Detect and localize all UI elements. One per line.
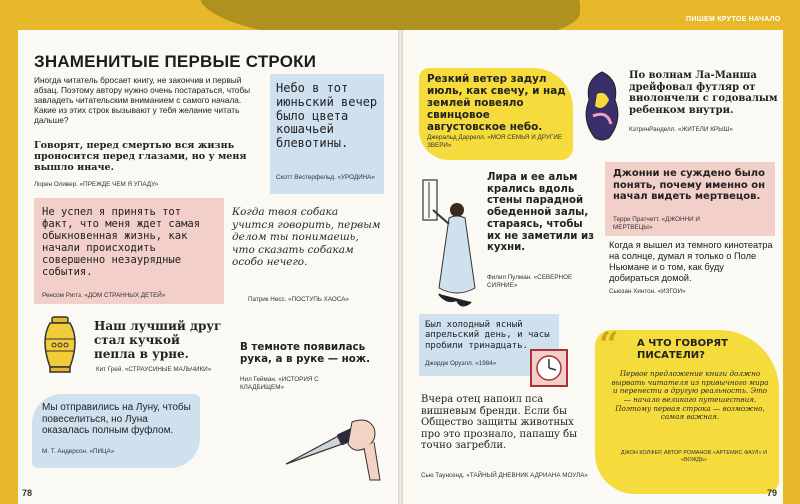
right-quote-7: Вчера отец напоил пса вишневым бренди. Если бы Общество защиты животных про это прознало, папашу бы точно загребли. xyxy=(421,394,578,451)
right-quote-5-source: Сьюзан Хинтон. «ИЗГОИ» xyxy=(609,288,686,295)
quote-5-source: Кит Грей. «СТРАУСИНЫЕ МАЛЬЧИКИ» xyxy=(96,366,212,373)
right-page-number: 79 xyxy=(766,488,777,498)
quote-6: В темноте появилась рука, а в руке — нож. xyxy=(240,341,371,365)
right-quote-6-source: Джордж Оруэлл. «1984» xyxy=(425,360,497,367)
clock-icon xyxy=(529,348,569,388)
right-quote-5: Когда я вышел из темного кинотеатра на солнце, думал я только о Поле Ньюмане и о том, как буду добираться домой. xyxy=(609,240,773,284)
right-edge xyxy=(783,30,800,504)
quote-3-source: Ренсом Риггз. «ДОМ СТРАННЫХ ДЕТЕЙ» xyxy=(42,292,166,299)
quote-7: Мы отправились на Луну, чтобы повеселиться, но Луна оказалась полным фуфлом. xyxy=(42,402,191,436)
quote-7-source: М. Т. Андерсон. «ПИЦА» xyxy=(42,448,115,455)
quote-6-source: Нил Гейман. «ИСТОРИЯ С КЛАДБИЩЕМ» xyxy=(240,376,319,391)
quote-mark-icon: “ xyxy=(599,325,619,365)
right-quote-3-source: Филип Пулман. «СЕВЕРНОЕ СИЯНИЕ» xyxy=(487,274,573,289)
right-quote-7-source: Сью Таунсенд. «ТАЙНЫЙ ДНЕВНИК АДРИАНА МОУЛА» xyxy=(421,472,588,479)
page-title: ЗНАМЕНИТЫЕ ПЕРВЫЕ СТРОКИ xyxy=(34,52,317,71)
intro-text: Иногда читатель бросает книгу, не закончив и первый абзац. Поэтому автору нужно очень постараться, чтобы завладеть читательским вниманием с самого начала. Какие из этих строк вызывают у тебя желание читать дальше? xyxy=(34,75,251,125)
writers-aside-source: ДЖОН КОЛФЕР, АВТОР РОМАНОВ «АРТЕМИС ФАУЛ» И «ВОЖДЬ» xyxy=(620,450,768,463)
right-quote-2: По волнам Ла-Манша дрейфовал футляр от виолончели с годовалым ребенком внутри. xyxy=(629,70,778,116)
girl-lyra-icon xyxy=(417,170,481,312)
urn-icon xyxy=(40,315,80,375)
right-quote-6: Был холодный ясный апрельский день, и часы пробили тринадцать. xyxy=(425,320,550,351)
quote-5: Наш лучший друг стал кучкой пепла в урне. xyxy=(94,319,222,361)
right-quote-1-source: Джеральд Даррелл. «МОЯ СЕМЬЯ И ДРУГИЕ ЗВЕРИ» xyxy=(427,134,562,149)
right-quote-1: Резкий ветер задул июль, как свечу, и над землей повеяло свинцовое августовское небо. xyxy=(427,73,566,133)
section-header: ПИШЕМ КРУТОЕ НАЧАЛО xyxy=(686,16,781,23)
quote-3: Не успел я принять тот факт, что меня ждет самая обыкновенная жизнь, как начали происходить совершенно незаурядные события. xyxy=(42,206,201,279)
quote-1-source: Лорен Оливер. «ПРЕЖДЕ ЧЕМ Я УПАДУ» xyxy=(34,181,159,188)
right-quote-3: Лира и ее альм крались вдоль стены парадной обеденной залы, стараясь, чтобы их не заметили из кухни. xyxy=(487,172,595,254)
cello-case-icon xyxy=(579,70,625,142)
writers-aside-title: А ЧТО ГОВОРЯТ ПИСАТЕЛИ? xyxy=(637,338,728,361)
right-quote-4-source: Терри Пратчетт. «ДЖОННИ И МЕРТВЕЦЫ» xyxy=(613,216,700,231)
right-page xyxy=(403,30,783,504)
left-page-number: 78 xyxy=(22,488,33,498)
right-quote-4: Джонни не суждено было понять, почему именно он начал видеть мертвецов. xyxy=(613,168,766,202)
quote-2-source: Скотт Вестерфельд. «УРОДИНА» xyxy=(276,174,375,181)
left-edge xyxy=(0,30,18,504)
quote-2: Небо в тот июньский вечер было цвета кошачьей блевотины. xyxy=(276,81,378,151)
left-page xyxy=(18,30,398,504)
right-quote-2-source: КэтринРанделл. «ЖИТЕЛИ КРЫШ» xyxy=(629,126,733,133)
knife-hand-icon xyxy=(282,402,382,482)
quote-1: Говорят, перед смертью вся жизнь проносится перед глазами, но у меня вышло иначе. xyxy=(34,140,247,174)
quote-4-source: Патрик Несс. «ПОСТУПЬ ХАОСА» xyxy=(248,296,349,303)
writers-aside-text: Первое предложение книги должно вырвать читателя из привычного мира и перенести в другую реальность. Это — начало великого путешествия. Поэтому первая строка — возможно, самая важная. xyxy=(611,369,769,422)
quote-4: Когда твоя собака учится говорить, первым делом ты понимаешь, что сказать собакам особо нечего. xyxy=(232,206,381,269)
